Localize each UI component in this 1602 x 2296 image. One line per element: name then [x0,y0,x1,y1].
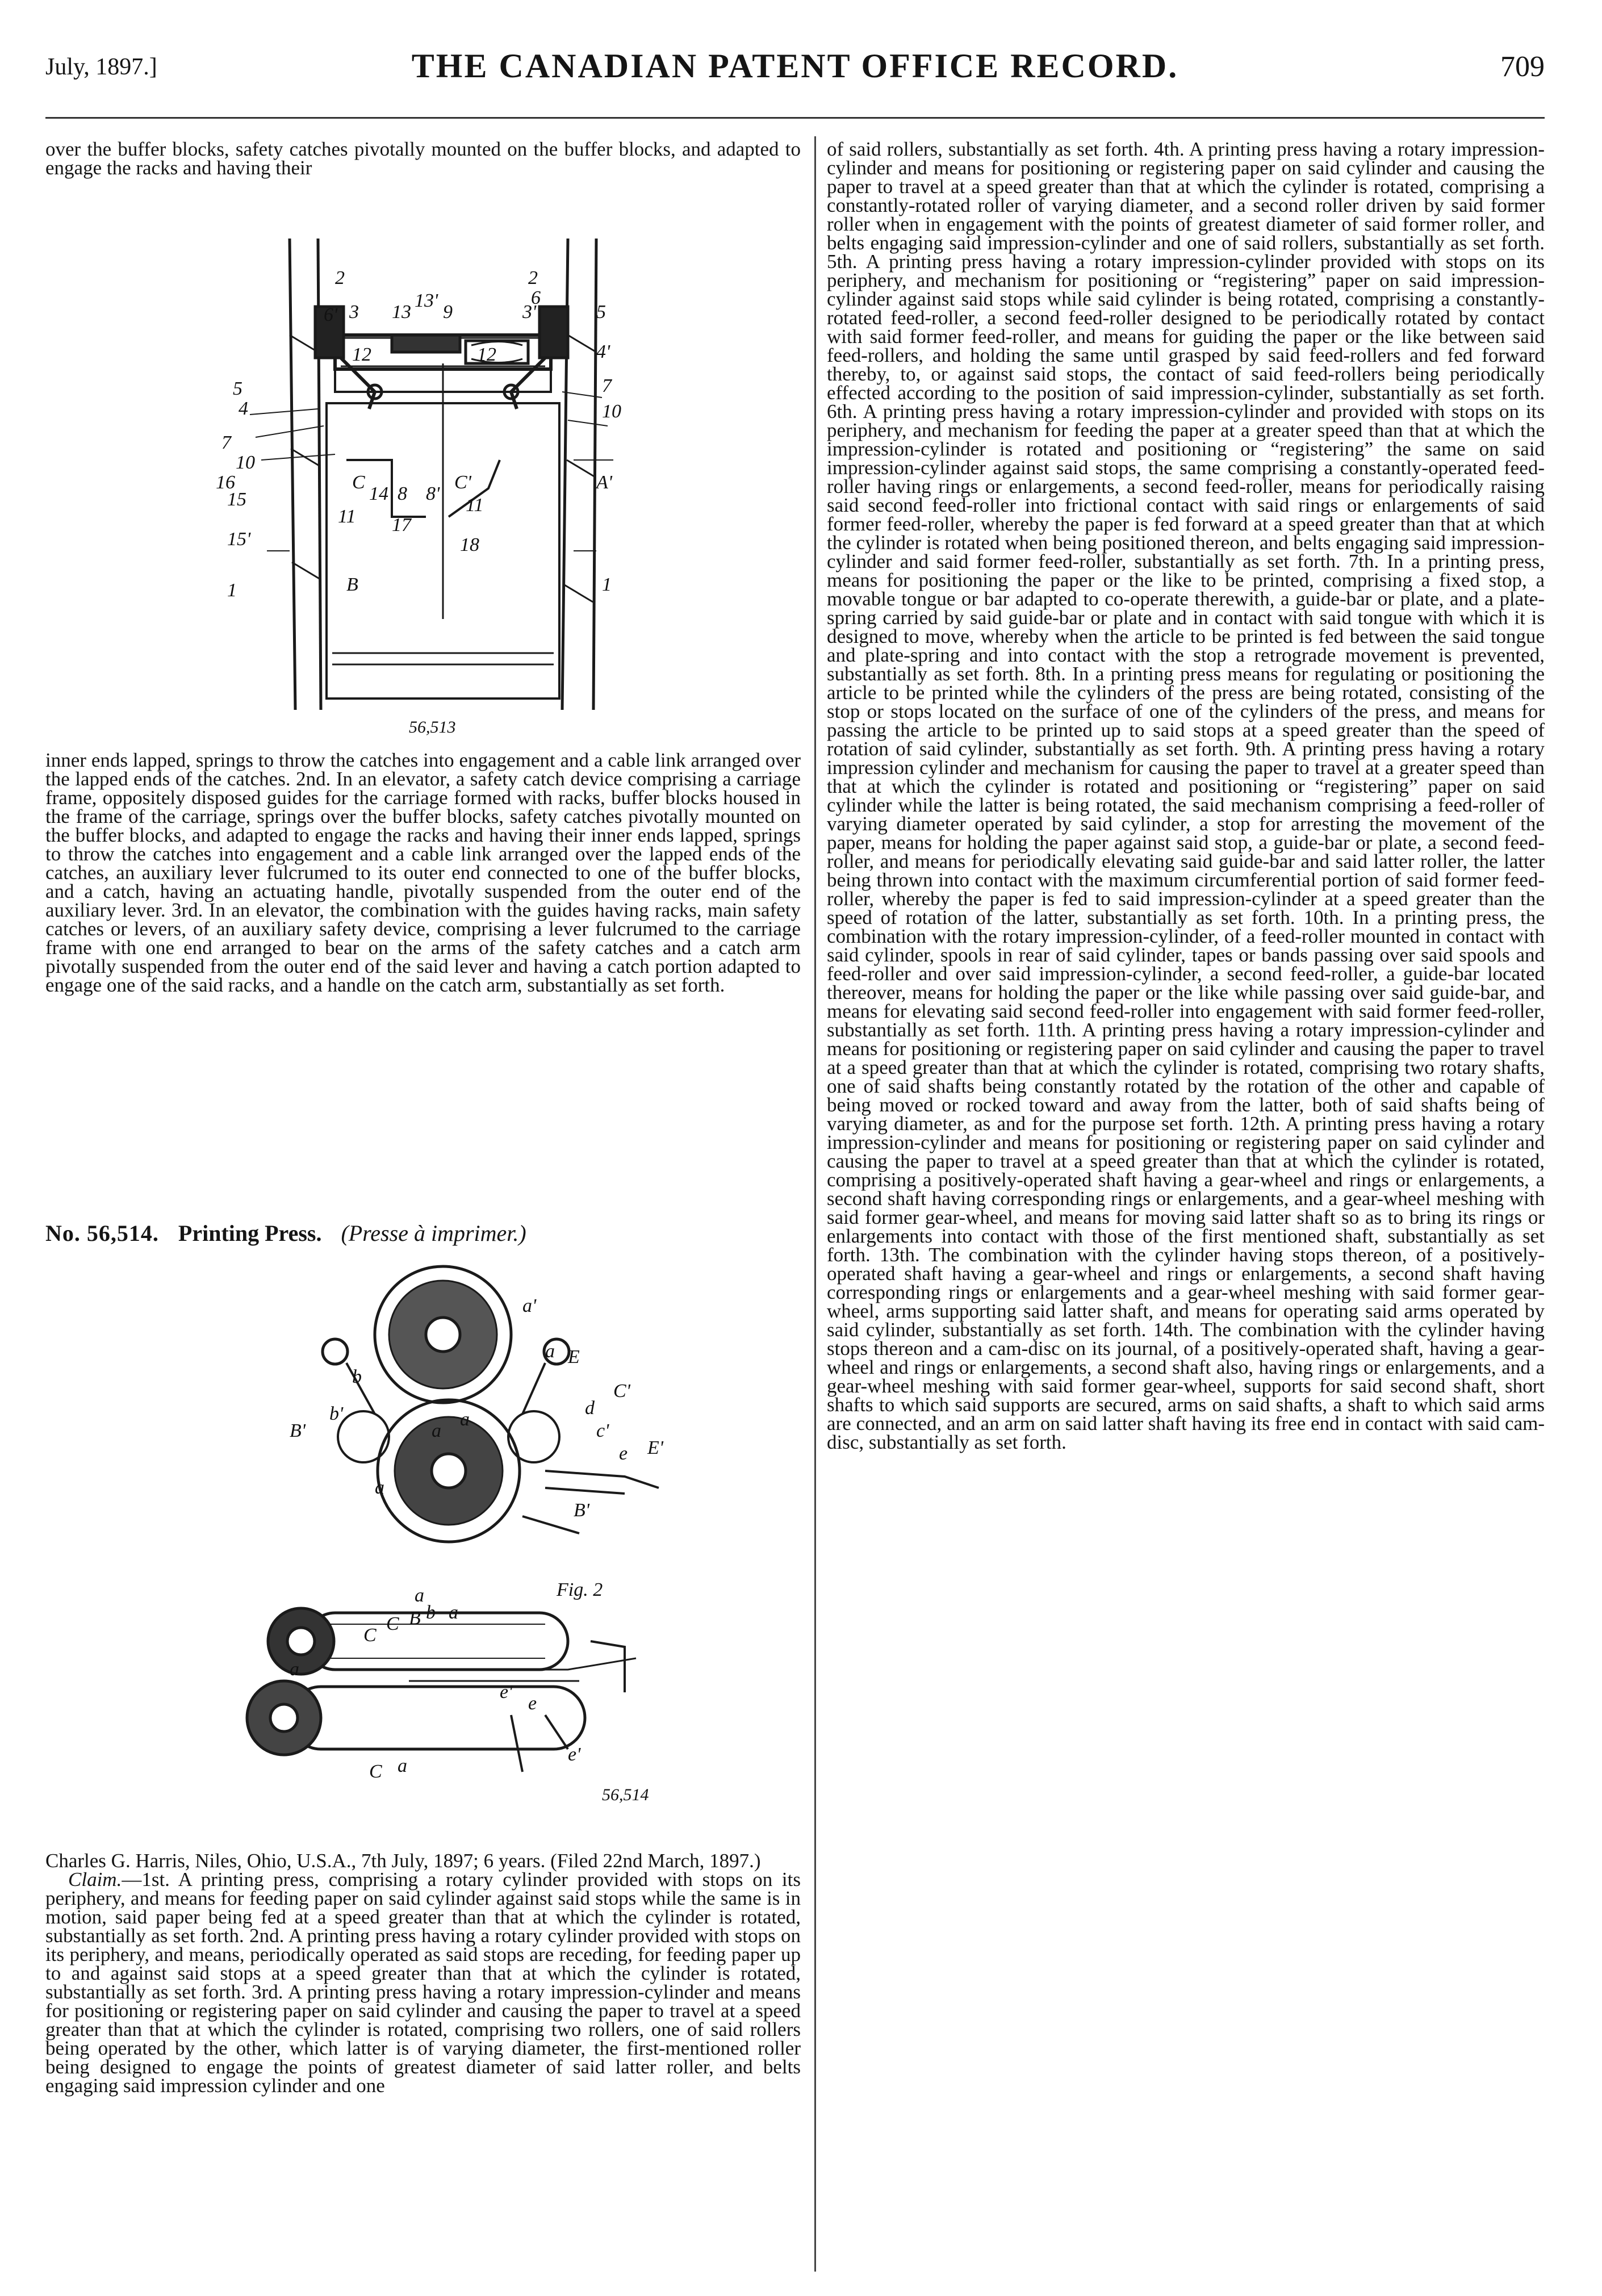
svg-text:1: 1 [227,580,237,601]
issue-date: July, 1897.] [45,54,157,80]
svg-text:a: a [449,1602,458,1623]
svg-text:B: B [409,1608,421,1629]
svg-text:C: C [386,1613,399,1634]
svg-text:a: a [460,1409,470,1430]
svg-text:C: C [352,472,365,493]
svg-text:7: 7 [602,375,612,396]
svg-text:12: 12 [477,344,496,365]
svg-text:10: 10 [602,401,621,422]
svg-text:B: B [346,574,358,595]
patent-heading [45,1220,801,1247]
svg-text:a: a [375,1477,384,1498]
svg-text:Fig. 2: Fig. 2 [557,1579,603,1600]
header-rule [45,117,1545,119]
svg-text:B': B' [290,1420,306,1441]
svg-text:b: b [352,1366,362,1387]
patent-title: Printing Press. [178,1220,322,1246]
svg-text:17: 17 [392,515,411,536]
svg-text:c': c' [596,1420,609,1441]
right-column [827,140,1545,1452]
svg-text:4: 4 [239,398,248,419]
left-column-middle [45,751,801,994]
svg-text:E: E [568,1346,580,1367]
svg-text:a': a' [522,1295,537,1316]
left-column-top [45,140,801,177]
svg-text:10: 10 [236,452,255,473]
svg-text:15: 15 [227,489,246,510]
svg-text:15': 15' [227,529,251,550]
claim-label: Claim. [68,1868,122,1891]
svg-text:14: 14 [369,483,388,504]
svg-text:8': 8' [426,483,440,504]
svg-text:e': e' [500,1682,513,1703]
svg-text:2: 2 [528,267,538,288]
fig1-patent-number: 56,513 [409,718,456,737]
printing-press-figure [227,1249,693,1817]
patent-title-french: (Presse à imprimer.) [341,1220,526,1246]
svg-text:16: 16 [216,472,235,493]
publication-title: THE CANADIAN PATENT OFFICE RECORD. [411,47,1179,85]
svg-text:e: e [619,1443,628,1464]
svg-text:a: a [290,1659,299,1680]
column-divider [814,136,816,2272]
svg-text:3: 3 [349,302,359,323]
svg-text:5: 5 [596,302,606,323]
page-header [45,47,1545,92]
svg-text:13': 13' [415,290,438,311]
svg-text:18: 18 [460,534,479,555]
svg-text:8: 8 [398,483,407,504]
svg-text:2: 2 [335,267,345,288]
svg-text:e: e [528,1693,537,1714]
svg-text:9: 9 [443,302,453,323]
svg-text:d: d [585,1398,595,1419]
svg-text:3': 3' [522,302,537,323]
svg-text:E': E' [647,1437,664,1458]
svg-text:b': b' [329,1403,344,1424]
svg-text:C: C [363,1625,377,1646]
svg-text:5: 5 [233,378,242,399]
svg-text:C': C' [454,472,471,493]
left-column-bottom [45,1851,801,2095]
svg-text:12: 12 [352,344,371,365]
svg-text:A': A' [596,472,613,493]
svg-text:C': C' [613,1381,630,1402]
svg-text:7: 7 [221,432,231,453]
fig2-patent-number: 56,514 [602,1785,649,1804]
claim-paragraph [45,1870,801,2095]
svg-text:13: 13 [392,302,411,323]
svg-text:a: a [545,1341,555,1362]
svg-text:C: C [369,1761,382,1782]
svg-text:a: a [432,1420,441,1441]
svg-text:6': 6' [324,304,338,325]
svg-text:1: 1 [602,574,612,595]
inventor-details: Charles G. Harris, Niles, Ohio, U.S.A., 7th July, 1897; 6 years. (Filed 22nd March, 1897.) [45,1850,761,1872]
svg-text:11: 11 [338,506,356,527]
svg-text:6: 6 [531,287,541,308]
svg-text:a: a [398,1755,407,1776]
patent-number: No. 56,514. [45,1220,159,1246]
svg-text:11: 11 [466,495,484,516]
page-number: 709 [1500,51,1545,83]
svg-text:a: a [415,1585,424,1606]
elevator-safety-catch-figure [204,221,670,744]
claims-56514-part2: of said rollers, substantially as set forth. 4th. A printing press having a rotary impression-cylinder and means for positioning or registering paper on said cylinder and causing the paper to travel at a speed greater than that at which the cylinder is rotated, comprising a constantly-rotated roller of varying diameter, and a second roller driven by said former roller when in engagement with the points of greatest diameter of said former roller, and belts engaging said impression-cylinder and one of said rollers, substantially as set forth. 5th. A printing press having a rotary impression-cylinder provided with stops on its periphery, and mechanism for positioning or “registering” paper on said impression-cylinder against said stops while said cylinder is being rotated, comprising a constantly-rotated feed-roller, a second feed-roller designed to be periodically rotated by contact with said former feed-roller, and means for guiding the paper or the like between said feed-rollers, and holding the same until grasped by said feed-rollers and fed forward thereby, to, or against said stops, the contact of said feed-rollers being periodically effected according to the position of said impression-cylinder, substantially as set forth. 6th. A printing press having a rotary impression-cylinder and provided with stops on its periphery, and mechanism for feeding the paper at a greater speed than that at which the impression-cylinder is rotated and positioning or “registering” the same on said impression-cylinder against said stops, the same comprising a constantly-operated feed-roller having rings or enlargements, a second feed-roller, means for periodically raising said second feed-roller into frictional contact with said rings or enlargements of said former feed-roller, whereby the paper is fed forward at a speed greater than that at which the cylinder is rotated when being positioned thereon, and belts engaging said impression-cylinder and said former feed-roller, substantially as set forth. 7th. In a printing press, means for positioning the paper or the like to be printed, comprising a fixed stop, a movable tongue or bar adapted to co-operate therewith, a guide-bar or plate, and a plate-spring carried by said guide-bar or plate and in contact with said tongue with which it is designed to move, whereby when the article to be printed is fed between the said tongue and plate-spring and into contact with the stop a retrograde movement is prevented, substantially as set forth. 8th. In a printing press means for regulating or positioning the article to be printed while the cylinders of the press are being rotated, consisting of the stop or stops located on the surface of one of the cylinders of the press, and means for passing the article to be printed up to said stops at a speed greater than the speed of rotation of said cylinder, substantially as set forth. 9th. A printing press having a rotary impression cylinder and mechanism for causing the paper to travel at a greater speed than that at which the cylinder is rotated and positioning or “registering” paper on said cylinder while the latter is being rotated, the said mechanism comprising a feed-roller of varying diameter operated by said cylinder, a stop for arresting the movement of the paper, means for holding the paper against said stop, a guide-bar or plate, a second feed-roller, and means for periodically elevating said guide-bar and said latter roller, the latter being thrown into contact with the maximum circumferential portion of said former feed-roller, whereby the paper is fed to said impression-cylinder at a speed greater than the speed of rotation of the latter, substantially as set forth. 10th. In a printing press, the combination with the rotary impression-cylinder, of a feed-roller mounted in contact with said cylinder, spools in rear of said cylinder, tapes or bands passing over said spools and feed-roller and over said impression-cylinder, a second feed-roller, a guide-bar located thereover, means for holding the paper or the like while passing over said guide-bar, and means for elevating said second feed-roller into engagement with said former feed-roller, substantially as set forth. 11th. A printing press having a rotary impression-cylinder and means for positioning or registering paper on said cylinder and causing the paper to travel at a speed greater than that at which the cylinder is rotated, comprising two rotary shafts, one of said shafts being constantly rotated by the rotation of the other and capable of being moved or rocked toward and away from the latter, both of said shafts being of varying diameter, as and for the purpose set forth. 12th. A printing press having a rotary impression-cylinder and means for positioning or registering paper on said cylinder and causing the paper to travel at a speed greater than that at which the cylinder is rotated, comprising a positively-operated shaft having a gear-wheel and rings or enlargements, a second shaft having corresponding rings or enlargements, and a gear-wheel meshing with said former gear-wheel, and means for moving said latter shaft so as to bring its rings or enlargements into contact with those of the first mentioned shaft, substantially as set forth. 13th. The combination with the cylinder having stops thereon, of a positively-operated shaft having a gear-wheel and rings or enlargements, a second shaft having corresponding rings or enlargements and a gear-wheel meshing with said former gear-wheel, arms supporting said latter shaft, and means for operating said arms operated by said cylinder, substantially as set forth. 14th. The combination with the cylinder having stops thereon and a cam-disc on its journal, of a positively-operated shaft, having a gear-wheel and rings or enlargements, a second shaft also, having rings or enlargements, and a gear-wheel meshing with said former gear-wheel, supports for said second shaft, short shafts to which said supports are secured, arms on said shafts, a shaft to which said arms are connected, and an arm on said latter shaft having its free end in contact with said cam-disc, substantially as set forth. [827,138,1545,1453]
continued-claim-text: over the buffer blocks, safety catches pivotally mounted on the buffer blocks, and adapted to engage the racks and having their [45,138,801,179]
claims-56514-part1: —1st. A printing press, comprising a rotary cylinder provided with stops on its periphery, and means for feeding paper on said cylinder against said stops while the same is in motion, said paper being fed at a speed greater than that at which the cylinder is rotated, substantially as set forth. 2nd. A printing press having a rotary cylinder provided with stops on its periphery, and means, periodically operated as said stops are receding, for feeding paper up to and against said stops at a speed greater than that at which the cylinder is rotated, substantially as set forth. 3rd. A printing press having a rotary impression-cylinder and means for positioning or registering paper on said cylinder and causing the paper to travel at a speed greater than that at which the cylinder is rotated, comprising two rollers, one of said rollers being operated by the other, which latter is of varying diameter, the first-mentioned roller being designed to engage the points of greatest diameter of said latter roller, and belts engaging said impression cylinder and one [45,1868,801,2097]
svg-text:e': e' [568,1744,581,1765]
claims-56513: inner ends lapped, springs to throw the catches into engagement and a cable link arranged over the lapped ends of the catches. 2nd. In an elevator, a safety catch device comprising a carriage frame, oppositely disposed guides for the carriage formed with racks, buffer blocks housed in the frame of the carriage, springs over the buffer blocks, safety catches pivotally mounted on the buffer blocks, and adapted to engage the racks and having their inner ends lapped, springs to throw the catches into engagement and a cable link arranged over the lapped ends of the catches, an auxiliary lever fulcrumed to its outer end connected to one of the buffer blocks, and a catch, having an actuating handle, pivotally suspended from the outer end of the auxiliary lever. 3rd. In an elevator, the combination with the guides having racks, main safety catches or levers, of an auxiliary safety device, comprising a lever fulcrumed to the carriage frame with one end arranged to bear on the arms of the safety catches and a catch arm pivotally suspended from the outer end of the said lever and having a catch portion adapted to engage one of the said racks, and a handle on the catch arm, substantially as set forth. [45,749,801,996]
svg-text:b: b [426,1602,436,1623]
svg-text:4': 4' [596,341,610,362]
svg-text:B': B' [574,1500,590,1521]
